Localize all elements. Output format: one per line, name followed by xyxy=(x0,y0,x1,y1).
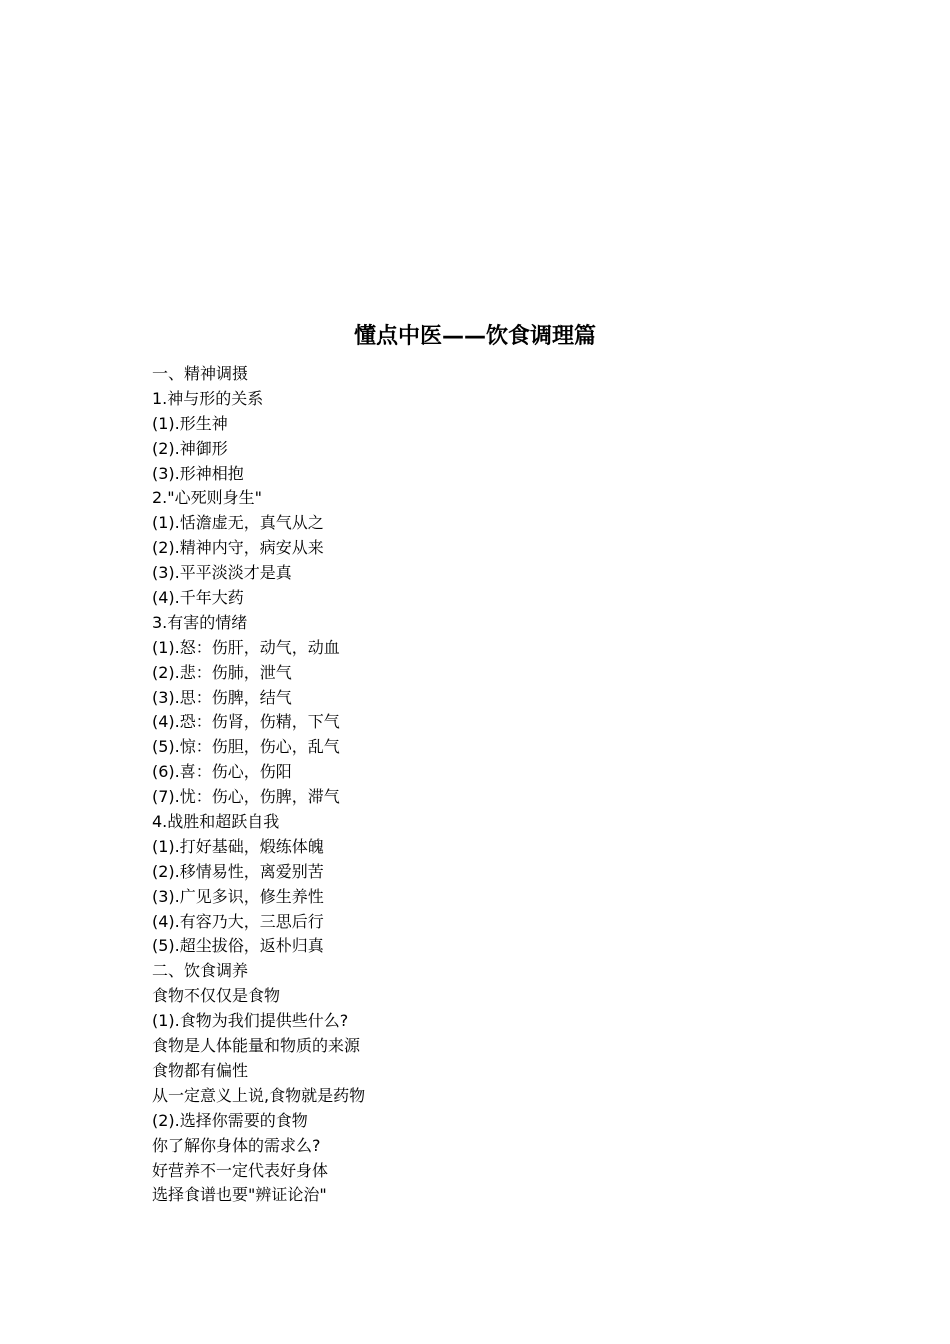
text-line: (7).忧：伤心，伤脾，滞气 xyxy=(152,787,340,807)
text-line: (3).平平淡淡才是真 xyxy=(152,563,292,583)
text-line: (1).食物为我们提供些什么? xyxy=(152,1011,349,1031)
text-line: (6).喜：伤心，伤阳 xyxy=(152,762,292,782)
text-line: 一、精神调摄 xyxy=(152,364,249,383)
text-line: 食物是人体能量和物质的来源 xyxy=(152,1036,361,1056)
text-line: (3).形神相抱 xyxy=(152,463,244,483)
text-line: (3).思：伤脾，结气 xyxy=(152,687,292,707)
text-line: (5).超尘拔俗，返朴归真 xyxy=(152,936,324,956)
text-line: (2).神御形 xyxy=(152,438,228,458)
text-line: (4).有容乃大，三思后行 xyxy=(152,911,324,931)
text-line: (1).打好基础，煅练体魄 xyxy=(152,836,324,856)
text-line: 食物不仅仅是食物 xyxy=(152,986,281,1006)
text-line: (1).恬澹虚无，真气从之 xyxy=(152,513,324,533)
text-line: 选择食谱也要"辨证论治" xyxy=(152,1185,327,1205)
text-line: 从一定意义上说,食物就是药物 xyxy=(152,1085,366,1105)
text-line: (4).千年大药 xyxy=(152,588,244,608)
text-line: (2).移情易性，离爱别苦 xyxy=(152,861,324,881)
text-line: 2."心死则身生" xyxy=(152,488,262,508)
text-line: (1).形生神 xyxy=(152,413,228,433)
text-line: 食物都有偏性 xyxy=(152,1060,249,1080)
document-title: 懂点中医——饮食调理篇 xyxy=(353,324,596,349)
text-line: 好营养不一定代表好身体 xyxy=(152,1160,329,1180)
text-line: 1.神与形的关系 xyxy=(152,388,264,408)
text-line: (2).悲：伤肺，泄气 xyxy=(152,662,292,682)
text-line: 二、饮食调养 xyxy=(152,961,249,981)
text-line: (2).精神内守，病安从来 xyxy=(152,538,324,558)
text-line: (3).广见多识，修生养性 xyxy=(152,886,324,906)
document-body xyxy=(152,362,852,1208)
text-line: 3.有害的情绪 xyxy=(152,612,248,632)
text-line: 你了解你身体的需求么? xyxy=(152,1135,321,1155)
text-line: (5).惊：伤胆，伤心，乱气 xyxy=(152,737,340,757)
text-line: (4).恐：伤肾，伤精，下气 xyxy=(152,712,340,732)
text-line: (1).怒：伤肝，动气，动血 xyxy=(152,637,340,657)
text-line: 4.战胜和超跃自我 xyxy=(152,812,280,832)
text-line: (2).选择你需要的食物 xyxy=(152,1110,308,1130)
